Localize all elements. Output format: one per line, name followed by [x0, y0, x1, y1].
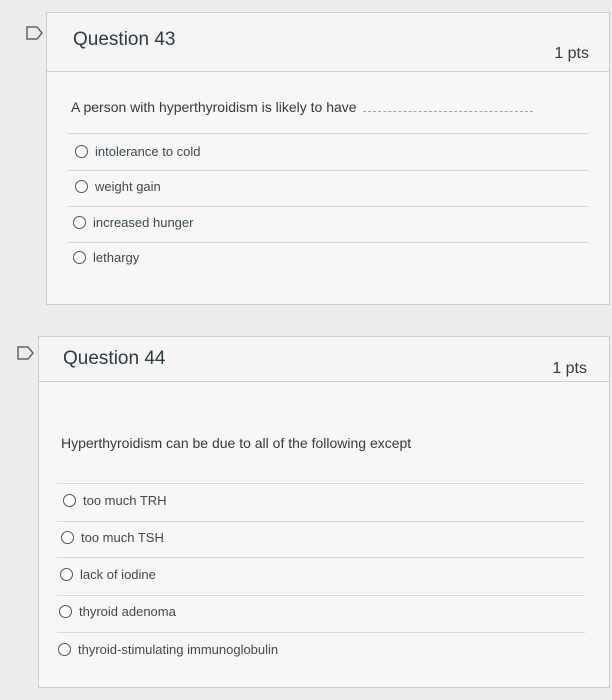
answer-divider [67, 242, 589, 243]
radio-button[interactable] [75, 180, 88, 193]
answer-divider [57, 483, 585, 484]
radio-button[interactable] [63, 494, 76, 507]
question-points: 1 pts [552, 360, 587, 377]
answer-divider [57, 595, 585, 596]
answer-option[interactable]: too much TRH [63, 493, 167, 508]
answer-blank [363, 97, 533, 112]
question-header [47, 13, 609, 72]
answer-option[interactable]: increased hunger [73, 215, 193, 230]
question-header [39, 337, 609, 382]
answer-option[interactable]: lack of iodine [60, 567, 156, 582]
answer-option[interactable]: too much TSH [61, 530, 164, 545]
answer-divider [57, 521, 585, 522]
radio-button[interactable] [75, 145, 88, 158]
answer-divider [67, 170, 589, 171]
question-title: Question 44 [63, 348, 166, 369]
answer-divider [57, 632, 585, 633]
flag-question-icon[interactable] [17, 346, 35, 360]
answer-option[interactable]: lethargy [73, 250, 139, 265]
radio-button[interactable] [73, 251, 86, 264]
answer-divider [67, 206, 589, 207]
question-points: 1 pts [554, 45, 589, 62]
answer-divider [57, 557, 585, 558]
radio-button[interactable] [60, 568, 73, 581]
question-card-43 [46, 12, 610, 305]
answer-option[interactable]: weight gain [75, 179, 161, 194]
question-title: Question 43 [73, 29, 176, 50]
radio-button[interactable] [61, 531, 74, 544]
radio-button[interactable] [73, 216, 86, 229]
question-text: Hyperthyroidism can be due to all of the following except [61, 435, 412, 451]
answer-option[interactable]: intolerance to cold [75, 144, 201, 159]
flag-question-icon[interactable] [26, 26, 44, 40]
answer-option[interactable]: thyroid-stimulating immunoglobulin [58, 642, 278, 657]
radio-button[interactable] [58, 643, 71, 656]
answer-divider [67, 133, 589, 134]
question-card-44 [38, 336, 610, 688]
radio-button[interactable] [59, 605, 72, 618]
question-text: A person with hyperthyroidism is likely to have [71, 97, 533, 115]
answer-option[interactable]: thyroid adenoma [59, 604, 176, 619]
